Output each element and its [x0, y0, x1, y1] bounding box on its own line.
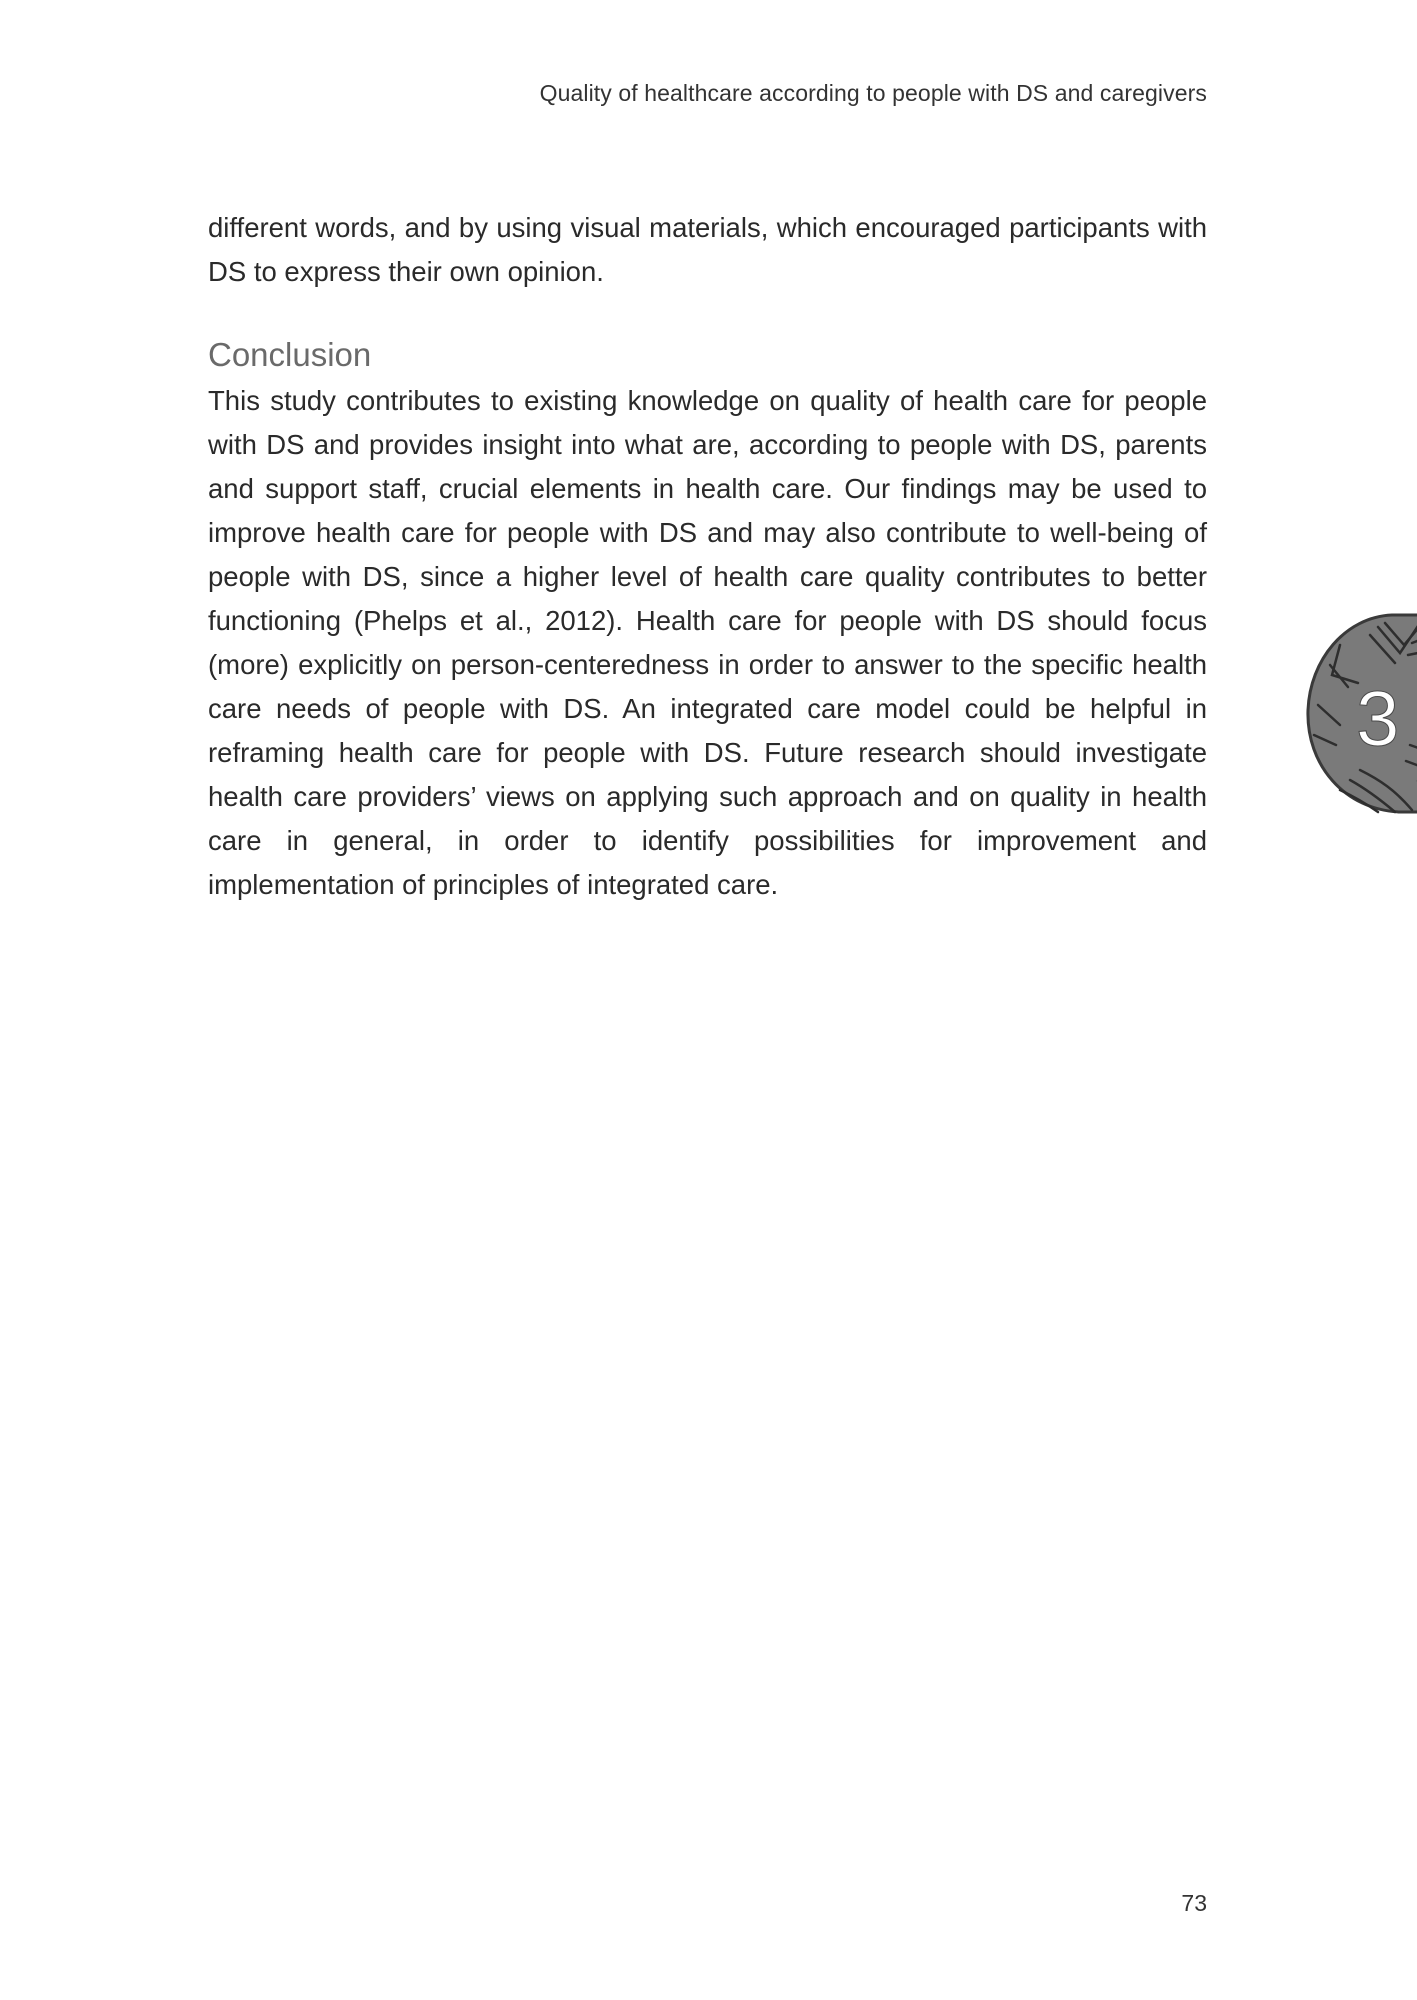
main-content: [208, 206, 1207, 907]
running-header: Quality of healthcare according to people with DS and caregivers: [539, 80, 1207, 106]
page-number: 73: [1181, 1890, 1207, 1916]
chapter-number: 3: [1356, 674, 1400, 762]
intro-paragraph: different words, and by using visual materials, which encouraged participants with DS to express their own opinion.: [208, 212, 1207, 287]
conclusion-heading: Conclusion: [208, 336, 372, 373]
conclusion-paragraph: This study contributes to existing knowledge on quality of health care for people with DS and provides insight into what are, according to people with DS, parents and support staff, crucial elements in health care. Our findings may be used to improve health care for people with DS and may also contribute to well-being of people with DS, since a higher level of health care quality contributes to better functioning (Phelps et al., 2012). Health care for people with DS should focus (more) explicitly on person-centeredness in order to answer to the specific health care needs of people with DS. An integrated care model could be helpful in reframing health care for people with DS. Future research should investigate health care providers’ views on applying such approach and on quality in health care in general, in order to identify possibilities for improvement and implementation of principles of integrated care.: [208, 385, 1207, 900]
chapter-tab: [1300, 605, 1417, 820]
chapter-badge-icon: [1300, 605, 1417, 820]
